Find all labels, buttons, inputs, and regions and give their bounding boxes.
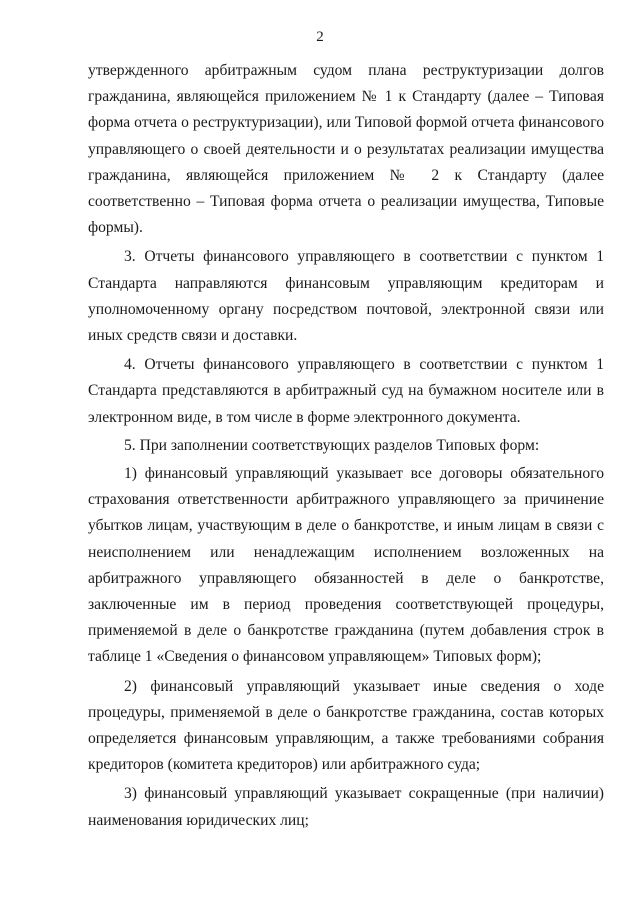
paragraph-subitem-1: 1) финансовый управляющий указывает все договоры обязательного страхования ответственности арбитражного управляющего за причинение убытков лицам, участвующим в деле о банкротстве, и иным лицам в связи с неисполнением или ненадлежащим исполнением возложенных на арбитражного управляющего обязанностей в деле о банкротстве, заключенные им в период проведения соответствующей процедуры, применяемой в деле о банкротстве гражданина (путем добавления строк в таблице 1 «Сведения о финансовом управляющем» Типовых форм); — [88, 465, 604, 666]
page-number: 2 — [316, 29, 324, 45]
paragraph-subitem-2: 2) финансовый управляющий указывает иные сведения о ходе процедуры, применяемой в деле о банкротстве гражданина, состав которых определяется финансовым управляющим, а также требованиями собрания кредиторов (комитета кредиторов) или арбитражного суда; — [88, 677, 604, 774]
paragraph-subitem-3: 3) финансовый управляющий указывает сокращенные (при наличии) наименования юридических лиц; — [88, 785, 604, 829]
paragraph-item-4: 4. Отчеты финансового управляющего в соответствии с пунктом 1 Стандарта представляются в арбитражный суд на бумажном носителе или в электронном виде, в том числе в форме электронного документа. — [88, 356, 604, 426]
paragraph-continuation: утвержденного арбитражным судом плана реструктуризации долгов гражданина, являющейся приложением № 1 к Стандарту (далее – Типовая форма отчета о реструктуризации), или Типовой формой отчета финансового управляющего о своей деятельности и о результатах реализации имущества гражданина, являющейся приложением № 2 к Стандарту (далее соответственно – Типовая форма отчета о реализации имущества, Типовые формы). — [88, 62, 604, 237]
paragraph-item-5: 5. При заполнении соответствующих разделов Типовых форм: — [124, 436, 540, 454]
paragraph-item-3: 3. Отчеты финансового управляющего в соответствии с пунктом 1 Стандарта направляются финансовым управляющим кредиторам и уполномоченному органу посредством почтовой, электронной связи или иных средств связи и доставки. — [88, 248, 604, 345]
document-body — [88, 58, 604, 834]
